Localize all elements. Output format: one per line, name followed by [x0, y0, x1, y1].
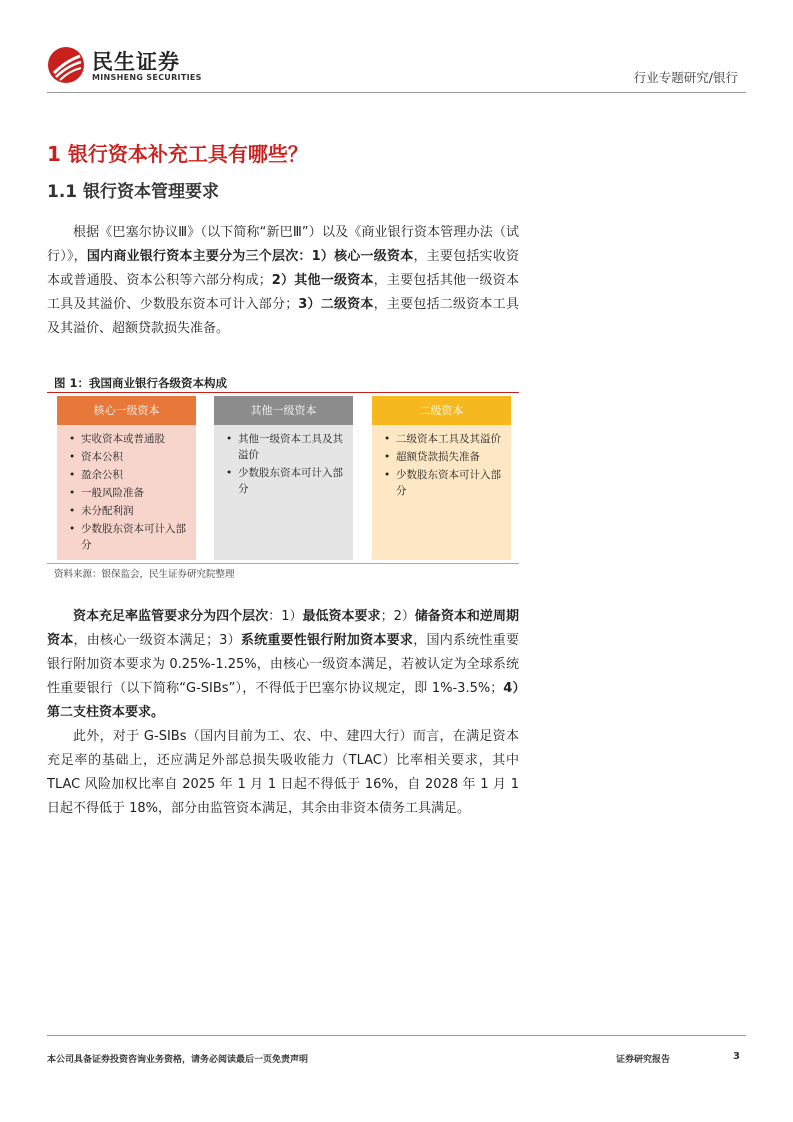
- header-divider: [47, 92, 746, 93]
- list-item: • 资本公积: [75, 449, 188, 465]
- footer-divider: [47, 1035, 746, 1036]
- list-item: • 一般风险准备: [75, 485, 188, 501]
- para1-text-1: 根据《巴塞尔协议Ⅲ》（以下简称“新巴Ⅲ”）以及《商业银行资本管理办法（试行）》，: [47, 225, 519, 264]
- column-header: 其他一级资本: [214, 396, 353, 425]
- para1-bold-2: 2）其他一级资本: [271, 273, 374, 288]
- para2-text-3: ，由核心一级资本满足；3）: [73, 633, 241, 648]
- figure-bottom-divider: [47, 563, 519, 564]
- capital-requirements-paragraph: [47, 605, 519, 725]
- para2-bold-4: 系统重要性银行附加资本要求: [240, 633, 414, 648]
- para1-text-2: ，主要包括实收资本或普通股、资本公积等六部分构成；: [47, 249, 519, 288]
- list-item: • 少数股东资本可计入部分: [232, 465, 345, 497]
- figure-title: 图 1：我国商业银行各级资本构成: [54, 376, 228, 390]
- tlac-paragraph: [47, 725, 519, 821]
- capital-column-tier2: [372, 396, 511, 560]
- subsection-heading: 1.1 银行资本管理要求: [47, 182, 220, 202]
- intro-paragraph: [47, 221, 519, 341]
- list-item: • 盈余公积: [75, 467, 188, 483]
- column-header: 二级资本: [372, 396, 511, 425]
- report-type: 行业专题研究/银行: [633, 70, 738, 85]
- brand-name: 民生证券: [92, 50, 180, 74]
- tlac-text: 此外，对于 G-SIBs（国内目前为工、农、中、建四大行）而言，在满足资本充足率的基础上，还应满足外部总损失吸收能力（TLAC）比率相关要求，其中 TLAC 风险加权比率自 2025 年 1 月 1 日起不得低于 16%，自 2028 年 1 月 1 日起不得低于 18%，部分由监管资本满足，其余由非资本债务工具满足。: [47, 729, 519, 816]
- list-item: • 其他一级资本工具及其溢价: [232, 431, 345, 463]
- para2-bold-2: 最低资本要求: [302, 609, 381, 624]
- para2-bold-3: 储备资本和逆周期资本: [47, 609, 519, 648]
- capital-column-core-tier1: [57, 396, 196, 560]
- column-header: 核心一级资本: [57, 396, 196, 425]
- para2-text-2: ；2）: [380, 609, 415, 624]
- para1-bold-3: 3）二级资本: [298, 297, 374, 312]
- list-item: • 实收资本或普通股: [75, 431, 188, 447]
- page-number: 3: [733, 1051, 740, 1062]
- column-body: [57, 425, 196, 560]
- para1-bold-1: 国内商业银行资本主要分为三个层次：1）核心一级资本: [86, 249, 414, 264]
- para2-bold-1: 资本充足率监管要求分为四个层次: [73, 609, 269, 624]
- para1-text-3: ，主要包括其他一级资本工具及其溢价、少数股东资本可计入部分；: [47, 273, 519, 312]
- list-item: • 少数股东资本可计入部分: [390, 467, 503, 499]
- section-heading: 1 银行资本补充工具有哪些？: [47, 142, 308, 166]
- para2-text-4: ，国内系统性重要银行附加资本要求为 0.25%-1.25%，由核心一级资本满足，若被认定为全球系统性重要银行（以下简称“G-SIBs”），不得低于巴塞尔协议规定，即 1%-3.5%；: [47, 633, 519, 696]
- list-item: • 未分配利润: [75, 503, 188, 519]
- list-item: • 少数股东资本可计入部分: [75, 521, 188, 553]
- para2-text-1: ：1）: [268, 609, 303, 624]
- figure-top-divider: [47, 392, 519, 393]
- minsheng-logo-icon: [47, 46, 85, 84]
- brand-name-english: MINSHENG SECURITIES: [92, 73, 202, 82]
- column-body: [214, 425, 353, 560]
- column-body: [372, 425, 511, 560]
- list-item: • 超额贷款损失准备: [390, 449, 503, 465]
- footer-label: 证券研究报告: [616, 1055, 671, 1065]
- list-item: • 二级资本工具及其溢价: [390, 431, 503, 447]
- footer-disclaimer: 本公司具备证券投资咨询业务资格，请务必阅读最后一页免责声明: [47, 1055, 309, 1065]
- para1-text-4: ，主要包括二级资本工具及其溢价、超额贷款损失准备。: [47, 297, 519, 336]
- capital-column-other-tier1: [214, 396, 353, 560]
- para2-bold-5: 4）第二支柱资本要求。: [47, 681, 519, 720]
- figure-source: 资料来源：银保监会，民生证券研究院整理: [54, 569, 235, 580]
- page-header: [0, 0, 793, 95]
